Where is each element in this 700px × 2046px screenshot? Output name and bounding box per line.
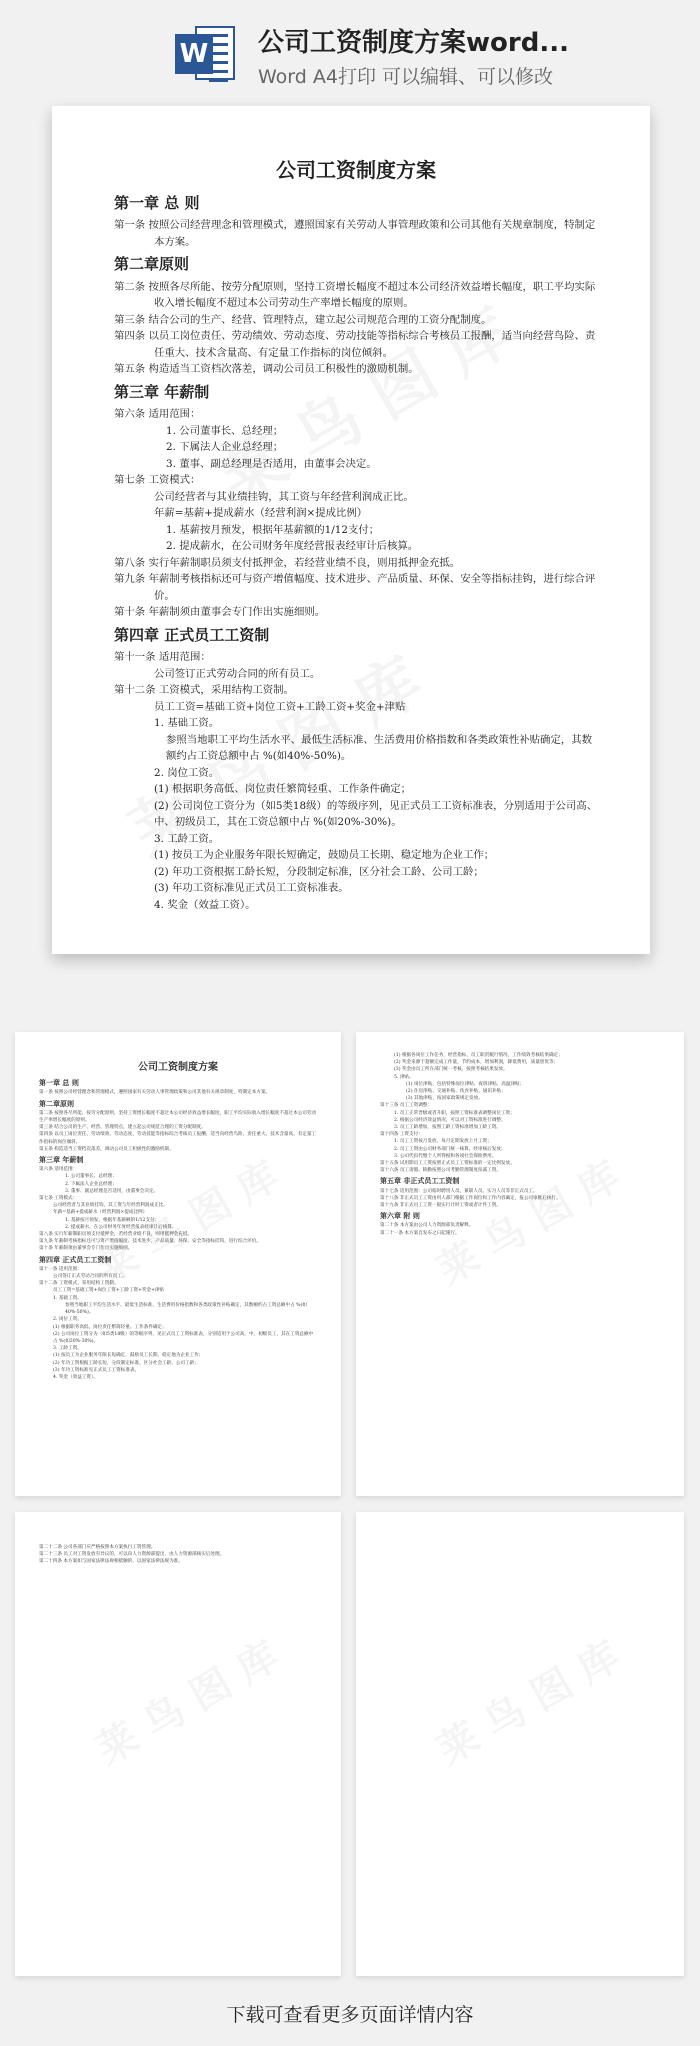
text-line: 第十五条 试用期员工工资按照正式员工工资标准的一定比例发放。 bbox=[380, 1161, 515, 1167]
text-line: 公司经营者与其业绩挂钩，其工资与年经营利润成正比。 bbox=[53, 1203, 168, 1209]
word-document-icon: W bbox=[175, 22, 237, 84]
document-title: 公司工资制度方案word... bbox=[258, 28, 569, 58]
text-line: 2. 提成薪水，在公司财务年度经营报表经审计后核算。 bbox=[65, 1224, 177, 1230]
text-line: 第六条 适用范围： bbox=[39, 1167, 78, 1173]
watermark bbox=[84, 1625, 287, 1775]
text-line: 3. 工龄工资。 bbox=[154, 832, 220, 845]
text-line: 员工工资=基础工资+岗位工资+工龄工资+奖金+津贴 bbox=[53, 1288, 165, 1294]
text-line: (2) 奖金来源于超额完成工作量，节约成本，增加利润，降低费用，质量创优等； bbox=[394, 1060, 559, 1066]
text-line: 第十三条 员工工资调整： bbox=[380, 1103, 432, 1109]
text-line: 1. 员工正常晋级或者升职，按照工资标准表调整岗位工资； bbox=[394, 1110, 515, 1116]
text-line: (1) 根据职务高低、岗位责任繁简轻重、工作条件确定； bbox=[154, 783, 412, 795]
text-line: 第十九条 非正式员工工资一般实行计时工资或者计件工资。 bbox=[380, 1203, 501, 1209]
text-line: 2. 下属法人企业总经理； bbox=[166, 441, 284, 453]
text-line: 2. 员工工资由公司财务部门统一核算，经审核后发放； bbox=[394, 1146, 506, 1152]
thumbnail-body bbox=[15, 1512, 341, 1576]
page-thumbnail-2[interactable] bbox=[356, 1032, 684, 1496]
text-line: 1. 基础工资。 bbox=[154, 717, 220, 729]
text-line: 第五条 构造适当工资档次落差，调动公司员工积极性的激励机制。 bbox=[39, 1146, 174, 1152]
chapter-heading: 公司工资制度方案 bbox=[138, 1062, 218, 1073]
page-title: 公司工资制度方案 bbox=[276, 158, 436, 182]
text-line: 第一条 按照公司经营理念和管理模式，遵照国家有关劳动人事管理政策和公司其他有关规章制度，特制定本方案。 bbox=[114, 219, 596, 248]
text-line: (1) 按员工为企业服务年限长短确定，鼓励员工长期、稳定地为企业工作； bbox=[53, 1353, 204, 1359]
text-line: (2) 公司岗位工资分为（如5类18级）的等级序列，见正式员工工资标准表，分别适用于公司高、中、初级员工，其在工资总额中占 %(如20%-30%)。 bbox=[53, 1331, 314, 1344]
text-line: (2) 住房津贴、交通补贴、伙食补贴、通讯补贴； bbox=[406, 1089, 506, 1095]
text-line: 年薪=基薪+提成薪水（经营利润×提成比例） bbox=[53, 1210, 148, 1216]
text-line: 5. 津贴。 bbox=[394, 1074, 414, 1080]
text-line: 2. 岗位工资。 bbox=[53, 1317, 82, 1323]
watermark bbox=[425, 1625, 628, 1775]
chapter-heading: 第二章原则 bbox=[39, 1098, 74, 1108]
text-line: 第十四条 工资支付： bbox=[380, 1132, 423, 1138]
chapter-heading: 第一章 总 则 bbox=[39, 1078, 79, 1088]
text-line: (3) 年功工资标准见正式员工工资标准表。 bbox=[154, 882, 349, 894]
text-line: 2. 根据公司经济效益情况，可以对工资标准进行调整； bbox=[394, 1117, 506, 1123]
text-line: 1. 基础工资。 bbox=[53, 1295, 82, 1301]
text-line: 1. 员工工资按月发放，每月定期发放上月工资； bbox=[394, 1139, 492, 1145]
text-line: 第十八条 非正式员工工资由用人部门根据工作岗位和工作内容确定，报公司审批后执行。 bbox=[380, 1195, 561, 1201]
text-line: 第九条 年薪制考核指标还可与资产增值幅度、技术进步、产品质量、环保、安全等指标挂钩，进行综合评价。 bbox=[39, 1239, 261, 1245]
chapter-heading: 第三章 年薪制 bbox=[114, 382, 210, 401]
text-line: 3. 董事、副总经理是否适用，由董事会决定。 bbox=[65, 1188, 159, 1194]
text-line: (2) 年功工资根据工龄长短，分段制定标准，区分社会工龄、公司工龄； bbox=[53, 1360, 199, 1366]
text-line: 第二十二条 公司各部门应严格按照本方案执行工资管理。 bbox=[39, 1545, 156, 1550]
chapter-heading: 第三章 年薪制 bbox=[39, 1155, 84, 1165]
text-line: 第四条 以员工岗位责任、劳动绩效、劳动态度、劳动技能等指标综合考核员工报酬，适当向经营鸟险、责任重大、技术含量高、有定量工作指标的岗位倾斜。 bbox=[114, 330, 596, 359]
text-line: 第十一条 适用范围： bbox=[114, 651, 211, 663]
text-line: 参照当地职工平均生活水平、最低生活标准、生活费用价格指数和各类政策性补贴确定，其数额约占工资总额中占 %(如40%-50%)。 bbox=[65, 1302, 307, 1316]
text-line: (1) 根据各岗位工作任务，经营指标，员工职责履行情况，工作绩效考核结果确定； bbox=[394, 1053, 563, 1058]
text-line: (3) 年功工资标准见正式员工工资标准表。 bbox=[53, 1367, 140, 1373]
text-line: (3) 奖金由员工所在部门统一考核，按照考核结果发放。 bbox=[394, 1067, 508, 1073]
text-line: 2. 岗位工资。 bbox=[154, 766, 220, 779]
text-line: 第二条 按照各尽所能、按劳分配原则，坚持工资增长幅度不超过本公司经济效益增长幅度，职工平均实际收入增长幅度不超过本公司劳动生产率增长幅度的原则。 bbox=[39, 1110, 317, 1124]
text-line: 第十条 年薪制须由董事会专门作出实施细则。 bbox=[114, 606, 326, 618]
text-line: (1) 按员工为企业服务年限长短确定，鼓励员工长期、稳定地为企业工作； bbox=[154, 849, 495, 861]
text-line: 第十一条 适用范围： bbox=[39, 1266, 82, 1272]
text-line: 第十六条 员工请假、缺勤按照公司考勤管理制度扣减工资。 bbox=[380, 1168, 501, 1174]
page-thumbnail-1[interactable] bbox=[15, 1032, 341, 1496]
text-line: 2. 提成薪水，在公司财务年度经营报表经审计后核算。 bbox=[166, 540, 419, 552]
text-line: 年薪=基薪+提成薪水（经营利润×提成比例） bbox=[154, 507, 368, 519]
text-line: 第三条 结合公司的生产、经营、管理特点，建立起公司规范合理的工资分配制度。 bbox=[114, 313, 492, 326]
text-line: 第二十条 本方案由公司人力资源部负责解释。 bbox=[380, 1223, 474, 1229]
text-line: 第二十四条 本方案如与国家法律法规相抵触的，以国家法律法规为准。 bbox=[39, 1559, 183, 1565]
text-line: 第九条 年薪制考核指标还可与资产增值幅度、技术进步、产品质量、环保、安全等指标挂钩，进行综合评价。 bbox=[114, 573, 596, 602]
text-line: (2) 年功工资根据工龄长短，分段制定标准，区分社会工龄、公司工龄； bbox=[154, 865, 484, 878]
text-line: 第七条 工资模式： bbox=[114, 474, 201, 486]
text-line: 公司经营者与其业绩挂钩，其工资与年经营利润成正比。 bbox=[154, 490, 414, 503]
text-line: 第二条 按照各尽所能、按劳分配原则，坚持工资增长幅度不超过本公司经济效益增长幅度，职工平均实际收入增长幅度不超过本公司劳动生产率增长幅度的原则。 bbox=[114, 280, 596, 309]
main-page-preview bbox=[52, 106, 650, 954]
text-line: 第十条 年薪制须由董事会专门作出实施细则。 bbox=[39, 1246, 133, 1252]
text-line: 第三条 结合公司的生产、经营、管理特点，建立起公司规范合理的工资分配制度。 bbox=[39, 1125, 206, 1131]
page-thumbnail-4[interactable] bbox=[356, 1512, 684, 1976]
text-line: 第七条 工资模式： bbox=[39, 1196, 78, 1202]
chapter-heading: 第五章 非正式员工工资制 bbox=[380, 1176, 460, 1186]
text-line: 第八条 实行年薪制职员须支付抵押金，若经营业绩不良，则用抵押金充抵。 bbox=[114, 556, 461, 569]
text-line: 3. 工龄工资。 bbox=[53, 1346, 82, 1352]
text-line: 第八条 实行年薪制职员须支付抵押金，若经营业绩不良，则用抵押金充抵。 bbox=[39, 1232, 193, 1238]
text-line: 第五条 构造适当工资档次落差，调动公司员工积极性的激励机制。 bbox=[114, 363, 419, 375]
header bbox=[0, 0, 700, 100]
text-line: 第十七条 适用范围：公司临时聘用人员、兼职人员、实习人员等非正式员工。 bbox=[380, 1188, 538, 1194]
thumbnail-body bbox=[356, 1032, 684, 1247]
text-line: 公司签订正式劳动合同的所有员工。 bbox=[53, 1274, 127, 1280]
text-line: 4. 奖金（效益工资）。 bbox=[154, 898, 256, 911]
text-line: (2) 公司岗位工资分为（如5类18级）的等级序列，见正式员工工资标准表，分别适用于公司高、中、初级员工，其在工资总额中占 %(如20%-30%)。 bbox=[154, 799, 598, 828]
text-line: (1) 根据职务高低、岗位责任繁简轻重、工作条件确定； bbox=[53, 1324, 167, 1330]
text-line: 第二十三条 员工对工资发放有异议的，可以向人力资源部提出，由人力资源部核实后处理。 bbox=[39, 1552, 225, 1558]
document-body bbox=[114, 195, 598, 914]
text-line: 3. 员工工龄增加，按照工龄工资标准增加工龄工资。 bbox=[394, 1125, 501, 1131]
text-line: 员工工资=基础工资+岗位工资+工龄工资+奖金+津贴 bbox=[154, 700, 406, 713]
text-line: 第四条 以员工岗位责任、劳动绩效、劳动态度、劳动技能等指标综合考核员工报酬，适当向经营鸟险、责任重大、技术含量高、有定量工作指标的岗位倾斜。 bbox=[39, 1132, 317, 1145]
chapter-heading: 第二章原则 bbox=[114, 255, 190, 273]
text-line: 第一条 按照公司经营理念和管理模式，遵照国家有关劳动人事管理政策和公司其他有关规章制度，特制定本方案。 bbox=[39, 1090, 271, 1096]
text-line: 3. 董事、副总经理是否适用，由董事会决定。 bbox=[166, 457, 377, 470]
chapter-heading: 第六章 附 则 bbox=[380, 1211, 420, 1221]
text-line: 第二十一条 本方案自发布之日起施行。 bbox=[380, 1230, 460, 1236]
chapter-heading: 第一章 总 则 bbox=[114, 193, 200, 212]
text-line: 第六条 适用范围： bbox=[114, 408, 201, 420]
document-subtitle: Word A4打印 可以编辑、可以修改 bbox=[258, 66, 554, 88]
text-line: 4. 奖金（效益工资）。 bbox=[53, 1374, 98, 1380]
text-line: 公司签订正式劳动合同的所有员工。 bbox=[154, 667, 321, 680]
text-line: 3. 公司代扣代缴个人所得税和各项社会保险费用。 bbox=[394, 1153, 497, 1159]
text-line: 参照当地职工平均生活水平、最低生活标准、生活费用价格指数和各类政策性补贴确定，其数额约占工资总额中占 %(如40%-50%)。 bbox=[166, 733, 593, 762]
text-line: 第十二条 工资模式，采用结构工资制。 bbox=[114, 684, 294, 696]
chapter-heading: 第四章 正式员工工资制 bbox=[39, 1254, 112, 1264]
text-line: 1. 基薪按月预发，根据年基薪额的1/12支付； bbox=[166, 523, 380, 536]
text-line: 1. 公司董事长、总经理； bbox=[166, 424, 284, 437]
download-hint[interactable]: 下载可查看更多页面详情内容 bbox=[226, 2004, 474, 2026]
text-line: 1. 公司董事长、总经理； bbox=[65, 1174, 117, 1180]
chapter-heading: 第四章 正式员工工资制 bbox=[114, 625, 270, 644]
text-line: 1. 基薪按月预发，根据年基薪额的1/12支付； bbox=[65, 1217, 160, 1223]
text-line: 第十二条 工资模式，采用结构工资制。 bbox=[39, 1281, 119, 1287]
thumbnail-body bbox=[15, 1032, 341, 1391]
page-thumbnail-3[interactable] bbox=[15, 1512, 341, 1976]
text-line: (1) 岗位津贴，包括特殊岗位津贴、夜班津贴、高温津贴； bbox=[406, 1081, 525, 1087]
text-line: 2. 下属法人企业总经理； bbox=[65, 1181, 117, 1187]
text-line: (3) 其他津贴，按国家政策规定发放。 bbox=[406, 1096, 483, 1102]
